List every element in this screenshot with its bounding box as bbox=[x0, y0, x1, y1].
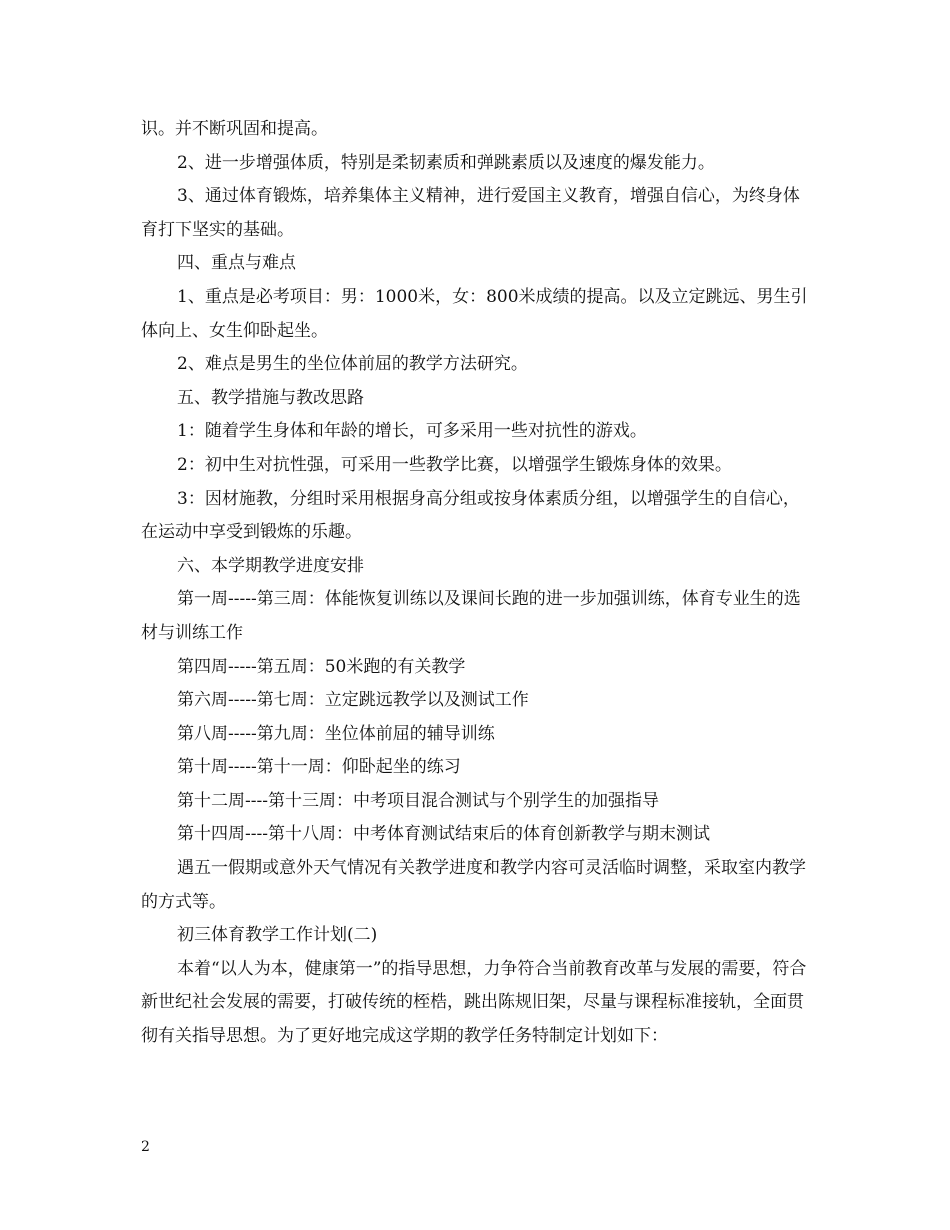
section-heading-5: 五、教学措施与教改思路 bbox=[177, 387, 364, 408]
paragraph-2: 2、进一步增强体质，特别是柔韧素质和弹跳素质以及速度的爆发能力。 bbox=[177, 152, 715, 173]
schedule-item-1: 第一周-----第三周：体能恢复训练以及课间长跑的进一步加强训练，体育专业生的选材与训练工作 bbox=[141, 589, 801, 643]
plan-title-2: 初三体育教学工作计划(二) bbox=[177, 925, 378, 946]
schedule-item-3: 第六周-----第七周：立定跳远教学以及测试工作 bbox=[177, 690, 529, 711]
paragraph-10: 3：因材施教，分组时采用根据身高分组或按身体素质分组，以增强学生的自信心，在运动中享受到锻炼的乐趣。 bbox=[141, 488, 800, 543]
paragraph-9: 2：初中生对抗性强，可采用一些教学比赛，以增强学生锻炼身体的效果。 bbox=[177, 454, 732, 475]
paragraph-3: 3、通过体育锻炼，培养集体主义精神，进行爱国主义教育，增强自信心，为终身体育打下坚实的基础。 bbox=[141, 186, 800, 240]
document-body bbox=[141, 113, 811, 1054]
page-number: 2 bbox=[141, 1139, 150, 1155]
paragraph-1: 识。并不断巩固和提高。 bbox=[141, 119, 328, 139]
schedule-item-6: 第十二周----第十三周：中考项目混合测试与个别学生的加强指导 bbox=[177, 790, 659, 811]
schedule-item-5: 第十周-----第十一周：仰卧起坐的练习 bbox=[177, 757, 461, 778]
paragraph-5: 1、重点是必考项目：男：1000米，女：800米成绩的提高。以及立定跳远、男生引体向上、女生仰卧起坐。 bbox=[141, 286, 808, 341]
section-heading-6: 六、本学期教学进度安排 bbox=[177, 555, 364, 576]
schedule-item-2: 第四周-----第五周：50米跑的有关教学 bbox=[177, 656, 466, 677]
schedule-note: 遇五一假期或意外天气情况有关教学进度和教学内容可灵活临时调整，采取室内教学的方式等。 bbox=[141, 858, 806, 912]
paragraph-6: 2、难点是男生的坐位体前屈的教学方法研究。 bbox=[177, 354, 528, 375]
section-heading-4: 四、重点与难点 bbox=[177, 253, 296, 274]
paragraph-8: 1：随着学生身体和年龄的增长，可多采用一些对抗性的游戏。 bbox=[177, 421, 647, 442]
schedule-item-7: 第十四周----第十八周：中考体育测试结束后的体育创新教学与期末测试 bbox=[177, 824, 710, 845]
schedule-item-4: 第八周-----第九周：坐位体前屈的辅导训练 bbox=[177, 723, 495, 744]
paragraph-21: 本着“以人为本，健康第一”的指导思想，力争符合当前教育改革与发展的需要，符合新世纪社会发展的需要，打破传统的桎梏，跳出陈规旧架，尽量与课程标准接轨，全面贯彻有关指导思想。为了更好地完成这学期的教学任务特制定计划如下： bbox=[141, 958, 807, 1047]
